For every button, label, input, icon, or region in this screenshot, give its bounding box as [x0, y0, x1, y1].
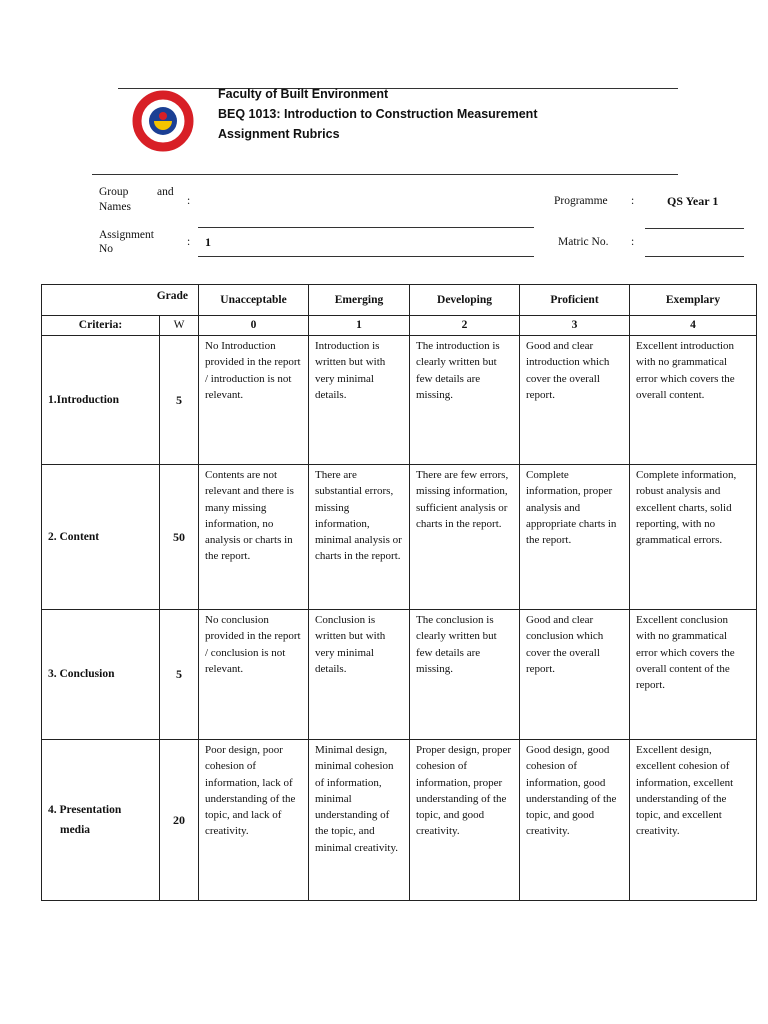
programme-field[interactable]: [645, 228, 744, 229]
descriptor-cell: Proper design, proper cohesion of information, proper understanding of the topic, and good creativity.: [410, 740, 520, 901]
weight-introduction: 5: [160, 336, 199, 465]
programme-value: QS Year 1: [667, 194, 719, 208]
level-name-emerging: Emerging: [309, 285, 410, 316]
level-name-developing: Developing: [410, 285, 520, 316]
rubric-table: [41, 284, 757, 901]
group-label-word2: and: [157, 186, 174, 198]
assignment-value: 1: [205, 235, 211, 249]
descriptor-cell: Contents are not relevant and there is many missing information, no analysis or charts in the report.: [199, 465, 309, 610]
table-row: [42, 465, 757, 610]
descriptor-cell: No Introduction provided in the report / introduction is not relevant.: [199, 336, 309, 465]
criterion-content: 2. Content: [42, 465, 160, 610]
descriptor-cell: Complete information, proper analysis and appropriate charts in the report.: [520, 465, 630, 610]
criteria-label: Criteria:: [42, 316, 160, 336]
descriptor-cell: No conclusion provided in the report / conclusion is not relevant.: [199, 610, 309, 740]
table-row: [42, 610, 757, 740]
criterion-line-2: media: [60, 824, 91, 836]
descriptor-cell: The introduction is clearly written but few details are missing.: [410, 336, 520, 465]
descriptor-cell: Good design, good cohesion of information, good understanding of the topic, and good creativity.: [520, 740, 630, 901]
criterion-conclusion: 3. Conclusion: [42, 610, 160, 740]
matric-colon: :: [631, 236, 635, 248]
weight-label: W: [160, 316, 199, 336]
assignment-label-word1: Assignment: [99, 229, 154, 241]
descriptor-cell: Good and clear conclusion which cover the overall report.: [520, 610, 630, 740]
descriptor-cell: There are substantial errors, missing information, minimal analysis or charts in the report.: [309, 465, 410, 610]
level-score-1: 1: [309, 316, 410, 336]
level-name-exemplary: Exemplary: [630, 285, 757, 316]
group-colon: :: [187, 195, 191, 207]
descriptor-cell: Excellent introduction with no grammatical error which covers the overall content.: [630, 336, 757, 465]
weight-content: 50: [160, 465, 199, 610]
header-top-rule: [118, 88, 678, 89]
descriptor-cell: Excellent design, excellent cohesion of information, excellent understanding of the topic, and excellent creativity.: [630, 740, 757, 901]
matric-field[interactable]: [645, 256, 744, 257]
matric-label: Matric No.: [558, 236, 609, 248]
table-row: [42, 740, 757, 901]
weight-conclusion: 5: [160, 610, 199, 740]
descriptor-cell: Good and clear introduction which cover the overall report.: [520, 336, 630, 465]
course-title: BEQ 1013: Introduction to Construction Measurement: [218, 107, 538, 121]
level-score-3: 3: [520, 316, 630, 336]
table-row: [42, 336, 757, 465]
group-label-word1: Group: [99, 186, 129, 198]
weight-presentation-media: 20: [160, 740, 199, 901]
group-names-field[interactable]: [198, 227, 534, 228]
criterion-presentation-media: [42, 740, 160, 901]
group-label-word3: Names: [99, 201, 131, 213]
criterion-introduction: 1.Introduction: [42, 336, 160, 465]
level-score-4: 4: [630, 316, 757, 336]
descriptor-cell: Excellent conclusion with no grammatical error which covers the overall content of the report.: [630, 610, 757, 740]
logo-emblem-dot: [159, 112, 167, 120]
assignment-label-word2: No: [99, 243, 114, 255]
descriptor-cell: Poor design, poor cohesion of information, lack of understanding of the topic, and lack of creativity.: [199, 740, 309, 901]
programme-colon: :: [631, 195, 635, 207]
faculty-name: Faculty of Built Environment: [218, 87, 389, 101]
level-score-2: 2: [410, 316, 520, 336]
grade-label: Grade: [42, 285, 199, 316]
descriptor-cell: The conclusion is clearly written but few details are missing.: [410, 610, 520, 740]
level-name-unacceptable: Unacceptable: [199, 285, 309, 316]
assignment-field[interactable]: [198, 256, 534, 257]
header-bottom-rule: [92, 174, 678, 175]
document-title: Assignment Rubrics: [218, 127, 340, 141]
descriptor-cell: Conclusion is written but with very minimal details.: [309, 610, 410, 740]
criterion-line-1: 4. Presentation: [48, 804, 122, 816]
descriptor-cell: Complete information, robust analysis and excellent charts, solid reporting, with no grammatical errors.: [630, 465, 757, 610]
score-header-row: [42, 316, 757, 336]
grade-header-row: [42, 285, 757, 316]
level-score-0: 0: [199, 316, 309, 336]
assignment-colon: :: [187, 236, 191, 248]
unimas-logo: [132, 88, 194, 154]
programme-label: Programme: [554, 195, 608, 207]
level-name-proficient: Proficient: [520, 285, 630, 316]
descriptor-cell: Minimal design, minimal cohesion of information, minimal understanding of the topic, and minimal creativity.: [309, 740, 410, 901]
descriptor-cell: Introduction is written but with very minimal details.: [309, 336, 410, 465]
descriptor-cell: There are few errors, missing information, sufficient analysis or charts in the report.: [410, 465, 520, 610]
